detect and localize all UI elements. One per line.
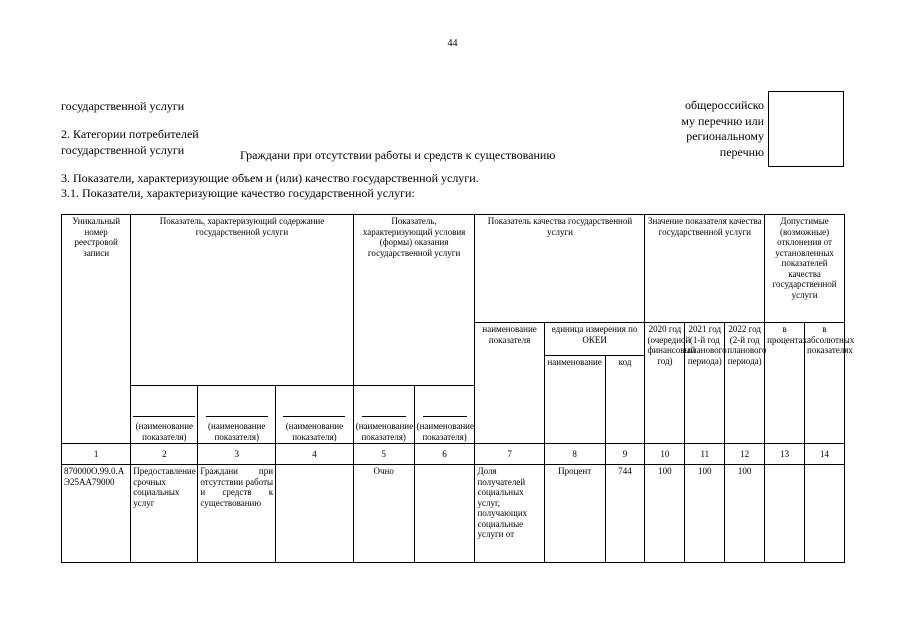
header-unit-code: код [605, 356, 645, 444]
header-indicator-name: наименование показателя [475, 323, 544, 444]
header-year-2020: 2020 год (очередной финансовый год) [645, 323, 685, 444]
quality-indicator-name-cell: Доля получателей социальных услуг, получающих социальные услуги от [475, 465, 544, 563]
header-content-indicator: Показатель, характеризующий содержание государственной услуги [131, 215, 353, 386]
condition-indicator-cell [414, 465, 475, 563]
header-sub-name [198, 386, 276, 444]
column-number: 5 [353, 444, 414, 465]
registry-label-line: му перечню или [681, 113, 764, 128]
header-unit-name: наименование [544, 356, 605, 444]
column-number: 12 [725, 444, 765, 465]
column-number: 8 [544, 444, 605, 465]
category-label-line2: государственной услуги [61, 143, 185, 157]
table-row [62, 465, 845, 563]
column-number: 10 [645, 444, 685, 465]
header-sub-name [353, 386, 414, 444]
header-sub-name [414, 386, 475, 444]
header-deviation-absolute: в абсолютных показателях [805, 323, 845, 444]
header-sub-name [276, 386, 354, 444]
value-2020-cell: 100 [645, 465, 685, 563]
column-number: 9 [605, 444, 645, 465]
column-number: 4 [276, 444, 354, 465]
value-2021-cell: 100 [685, 465, 725, 563]
sub-name-label: (наименование показателя) [208, 421, 266, 442]
value-2022-cell: 100 [725, 465, 765, 563]
header-indicator-value: Значение показателя качества государственной услуги [645, 215, 765, 323]
header-sub-name [131, 386, 198, 444]
column-number: 14 [805, 444, 845, 465]
header-quality-indicator: Показатель качества государственной услуги [475, 215, 645, 323]
quality-indicators-table [61, 214, 855, 563]
header-year-2022: 2022 год (2-й год планового периода) [725, 323, 765, 444]
section-3-heading: 3. Показатели, характеризующие объем и (или) качество государственной услуги. [61, 171, 479, 185]
deviation-absolute-cell [805, 465, 845, 563]
deviation-percent-cell [765, 465, 805, 563]
registry-label [660, 98, 764, 160]
category-label-line1: 2. Категории потребителей [61, 127, 199, 141]
service-label: государственной услуги [61, 99, 185, 113]
registry-label-line: общероссийско [684, 98, 764, 112]
column-number: 3 [198, 444, 276, 465]
section-3-1-heading: 3.1. Показатели, характеризующие качество государственной услуги: [61, 186, 415, 200]
column-number: 11 [685, 444, 725, 465]
sub-name-label: (наименование показателя) [355, 421, 414, 442]
sub-name-label: (наименование показателя) [285, 421, 344, 442]
content-indicator-cell: Предоставление срочных социальных услуг [131, 465, 198, 563]
header-condition-indicator: Показатель, характеризующий условия (формы) оказания государственной услуги [353, 215, 475, 386]
registry-label-line: региональному [686, 129, 764, 143]
page-number: 44 [447, 38, 458, 49]
header-unique-number: Уникальный номер реестровой записи [62, 215, 131, 444]
header-okei-unit: единица измерения по ОКЕИ [544, 323, 645, 356]
header-allowed-deviation: Допустимые (возможные) отклонения от установленных показателей качества государственной услуги [765, 215, 845, 323]
condition-indicator-cell: Очно [353, 465, 414, 563]
header-deviation-percent: в процентах [765, 323, 805, 444]
unit-name-cell: Процент [544, 465, 605, 563]
column-number: 13 [765, 444, 805, 465]
registry-code-box [768, 91, 844, 167]
sub-name-label: (наименование показателя) [416, 421, 474, 442]
column-number: 2 [131, 444, 198, 465]
content-indicator-cell: Граждани при отсутствии работы и средств к существованию [198, 465, 276, 563]
unit-code-cell: 744 [605, 465, 645, 563]
sub-name-label: (наименование показателя) [135, 421, 194, 442]
registry-number-cell: 870000О.99.0.АЭ25АА79000 [62, 465, 131, 563]
column-number: 6 [414, 444, 475, 465]
content-indicator-cell [276, 465, 354, 563]
column-number: 1 [62, 444, 131, 465]
column-number: 7 [475, 444, 544, 465]
header-year-2021: 2021 год (1-й год планового периода) [685, 323, 725, 444]
category-value: Граждани при отсутствии работы и средств к существованию [240, 148, 556, 162]
registry-label-line: перечню [719, 144, 764, 159]
